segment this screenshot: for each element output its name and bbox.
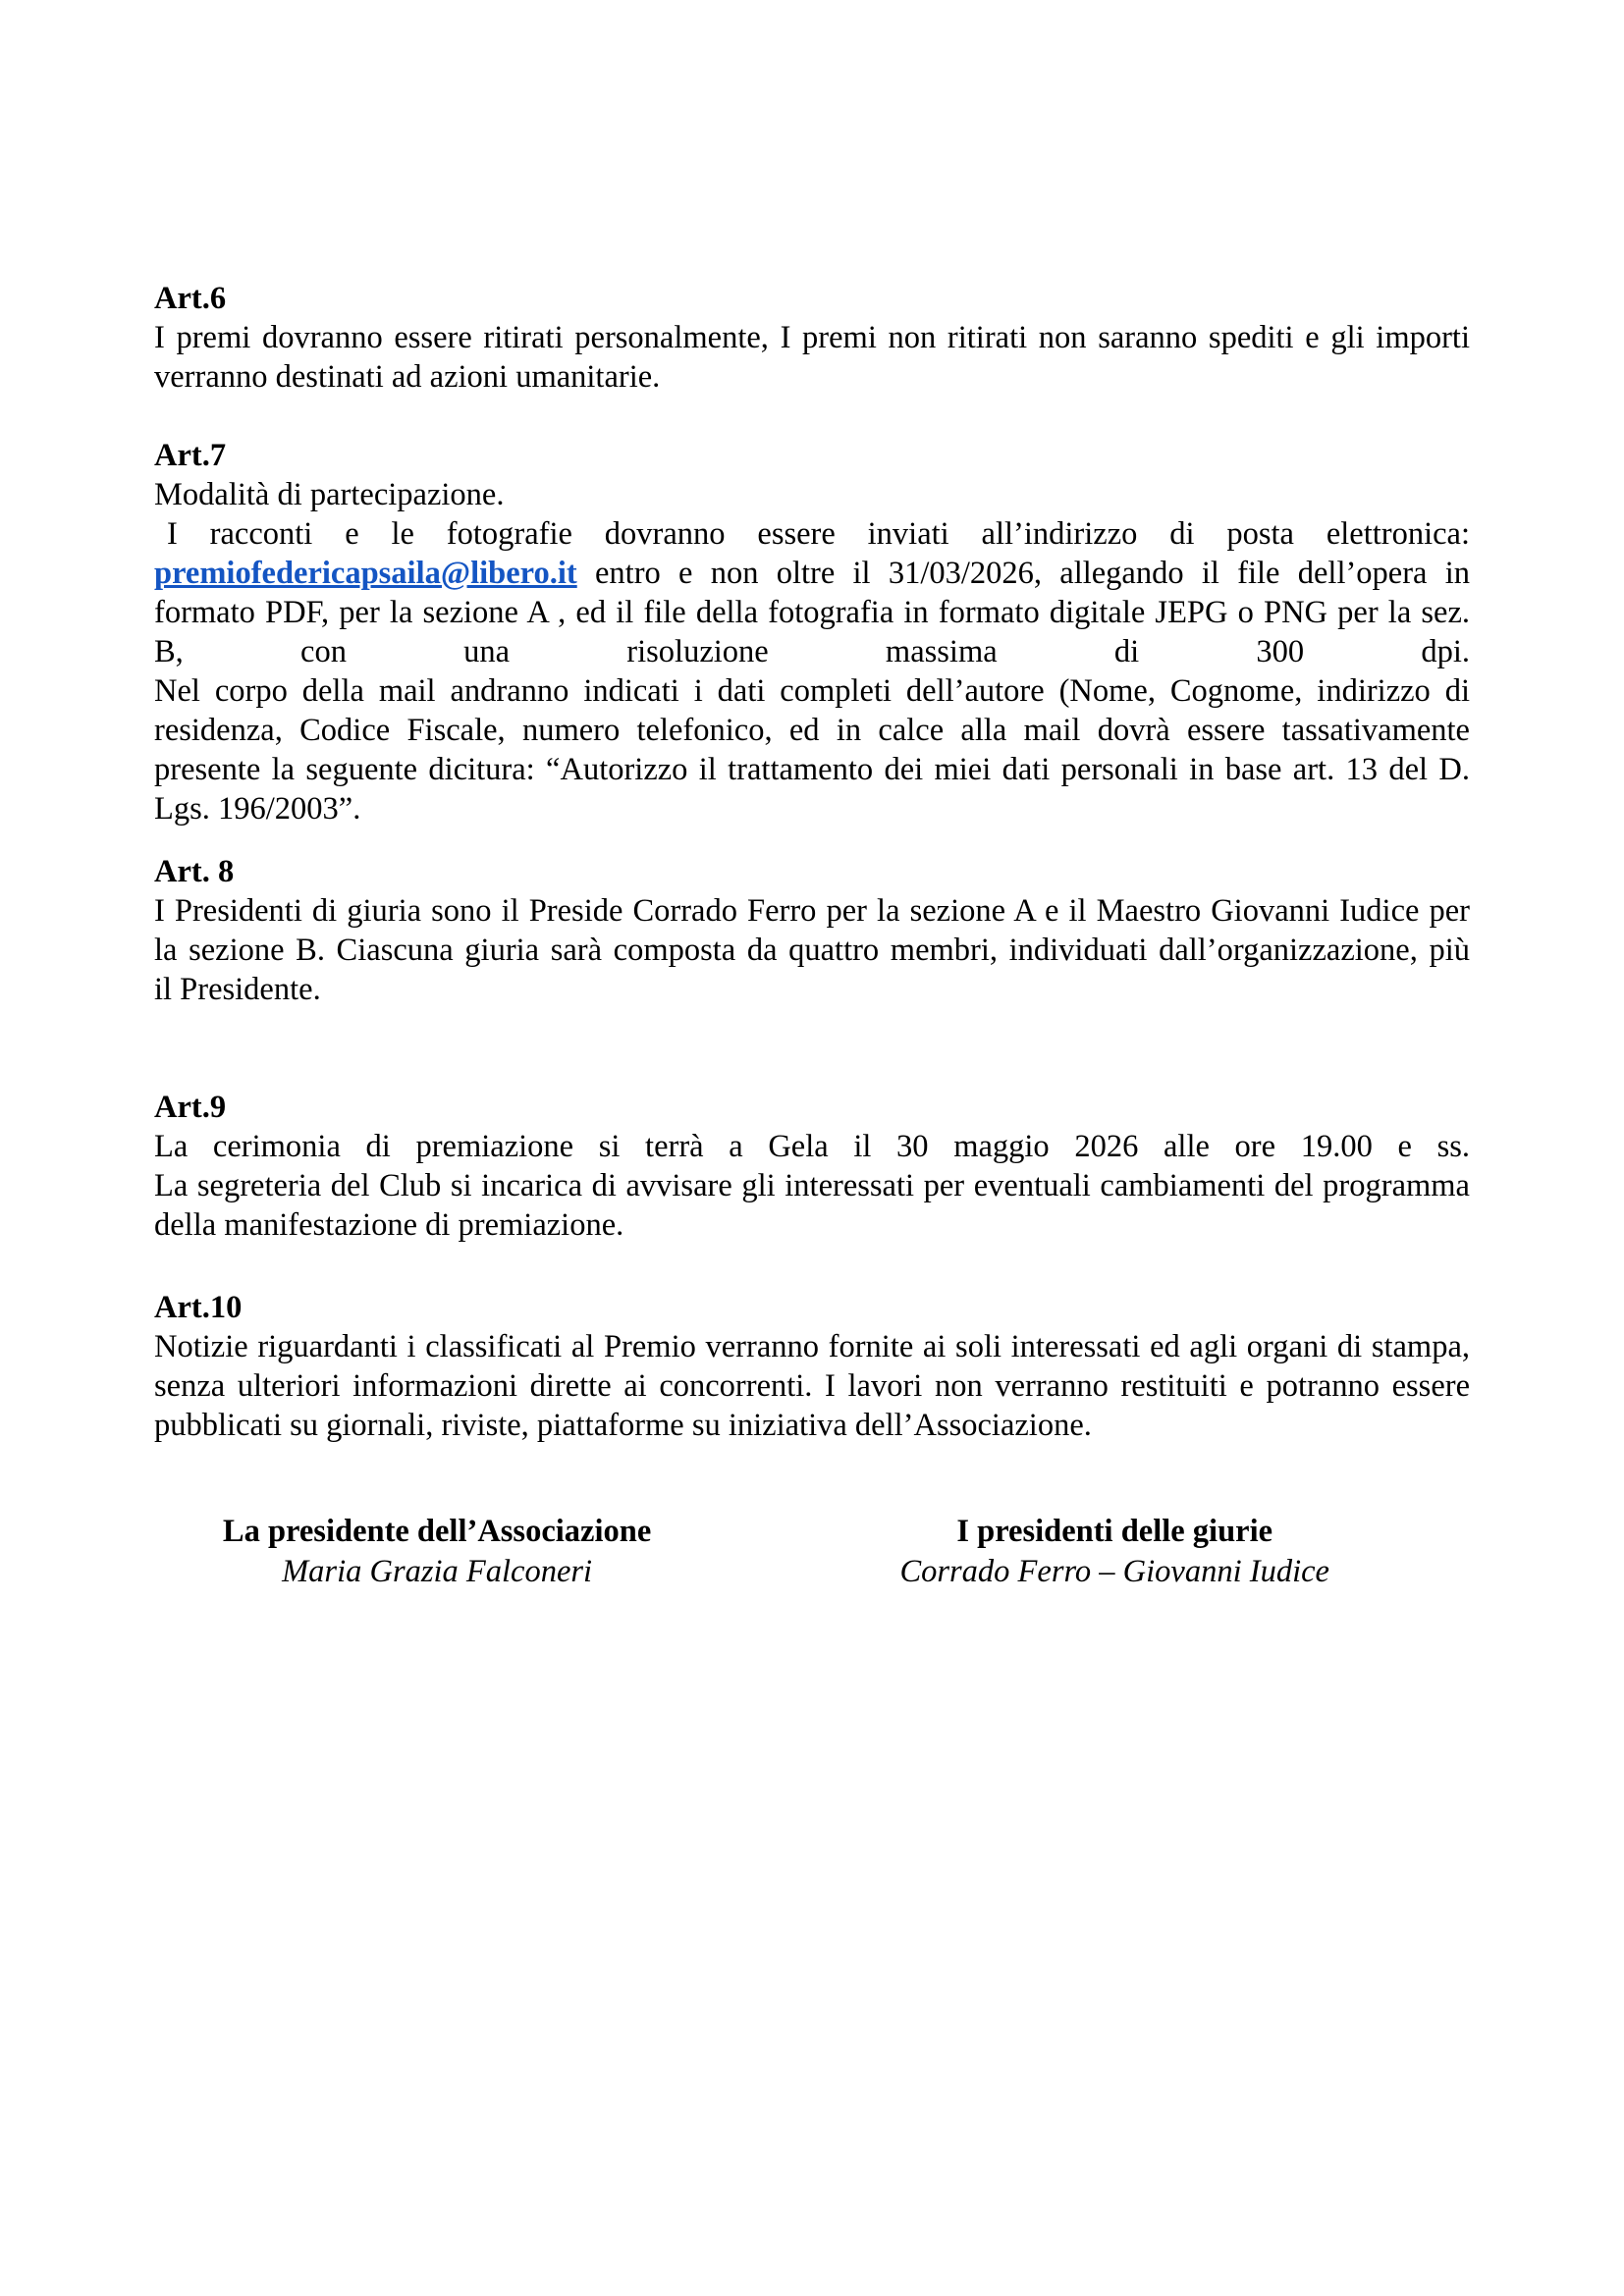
article-line: verranno destinati ad azioni umanitarie.: [154, 359, 661, 395]
articles-root: [154, 279, 1470, 1445]
article-line: il Presidente.: [154, 972, 321, 1007]
article-art10: [154, 1288, 1470, 1445]
article-line: formato PDF, per la sezione A , ed il file della fotografia in formato digitale JEPG o PNG per la sez.: [154, 595, 1470, 630]
article-art7: [154, 436, 1470, 828]
article-line: senza ulteriori informazioni dirette ai concorrenti. I lavori non verranno restituiti e potranno essere: [154, 1368, 1470, 1404]
email-link[interactable]: premiofedericapsaila@libero.it: [154, 556, 577, 591]
signature-left-title: La presidente dell’Associazione: [222, 1514, 652, 1549]
article-line: pubblicati su giornali, riviste, piattaforme su iniziativa dell’Associazione.: [154, 1408, 1092, 1443]
article-art6: [154, 279, 1470, 397]
signature-right-name: Corrado Ferro – Giovanni Iudice: [899, 1554, 1329, 1589]
article-line-text: entro e non oltre il 31/03/2026, allegando il file dell’opera in: [594, 556, 1471, 591]
signature-block: [154, 1512, 1470, 1593]
article-line: Nel corpo della mail andranno indicati i dati completi dell’autore (Nome, Cognome, indirizzo di: [154, 673, 1470, 709]
article-line: Notizie riguardanti i classificati al Premio verranno fornite ai soli interessati ed agli organi di stampa,: [154, 1329, 1470, 1364]
article-heading: Art.9: [154, 1090, 227, 1125]
signature-right: [759, 1512, 1470, 1593]
article-line: residenza, Codice Fiscale, numero telefonico, ed in calce alla mail dovrà essere tassativamente: [154, 713, 1470, 748]
article-line: I racconti e le fotografie dovranno essere inviati all’indirizzo di posta elettronica:: [167, 516, 1470, 552]
article-line: B, con una risoluzione massima di 300 dpi.: [154, 634, 1470, 669]
article-art8: [154, 852, 1470, 1009]
article-line: I premi dovranno essere ritirati personalmente, I premi non ritirati non saranno spediti e gli importi: [154, 320, 1470, 355]
article-line: presente la seguente dicitura: “Autorizzo il trattamento dei miei dati personali in base art. 13 del D.: [154, 752, 1470, 787]
article-line: La segreteria del Club si incarica di avvisare gli interessati per eventuali cambiamenti del programma: [154, 1168, 1470, 1203]
article-line: [154, 554, 1470, 593]
article-line: Modalità di partecipazione.: [154, 477, 505, 512]
article-line: I Presidenti di giuria sono il Preside Corrado Ferro per la sezione A e il Maestro Giovanni Iudice per: [154, 893, 1470, 929]
article-art9: [154, 1088, 1470, 1245]
signature-left-name: Maria Grazia Falconeri: [282, 1554, 593, 1589]
article-line: la sezione B. Ciascuna giuria sarà composta da quattro membri, individuati dall’organizzazione, più: [154, 933, 1470, 968]
article-heading: Art.10: [154, 1290, 243, 1325]
article-line: La cerimonia di premiazione si terrà a Gela il 30 maggio 2026 alle ore 19.00 e ss.: [154, 1129, 1470, 1164]
article-heading: Art. 8: [154, 854, 235, 889]
article-line: della manifestazione di premiazione.: [154, 1207, 624, 1243]
signature-right-title: I presidenti delle giurie: [956, 1514, 1273, 1549]
article-heading: Art.7: [154, 438, 227, 473]
document-content: [154, 279, 1470, 1593]
article-line: Lgs. 196/2003”.: [154, 791, 361, 827]
article-heading: Art.6: [154, 281, 227, 316]
signature-left: [154, 1512, 720, 1593]
